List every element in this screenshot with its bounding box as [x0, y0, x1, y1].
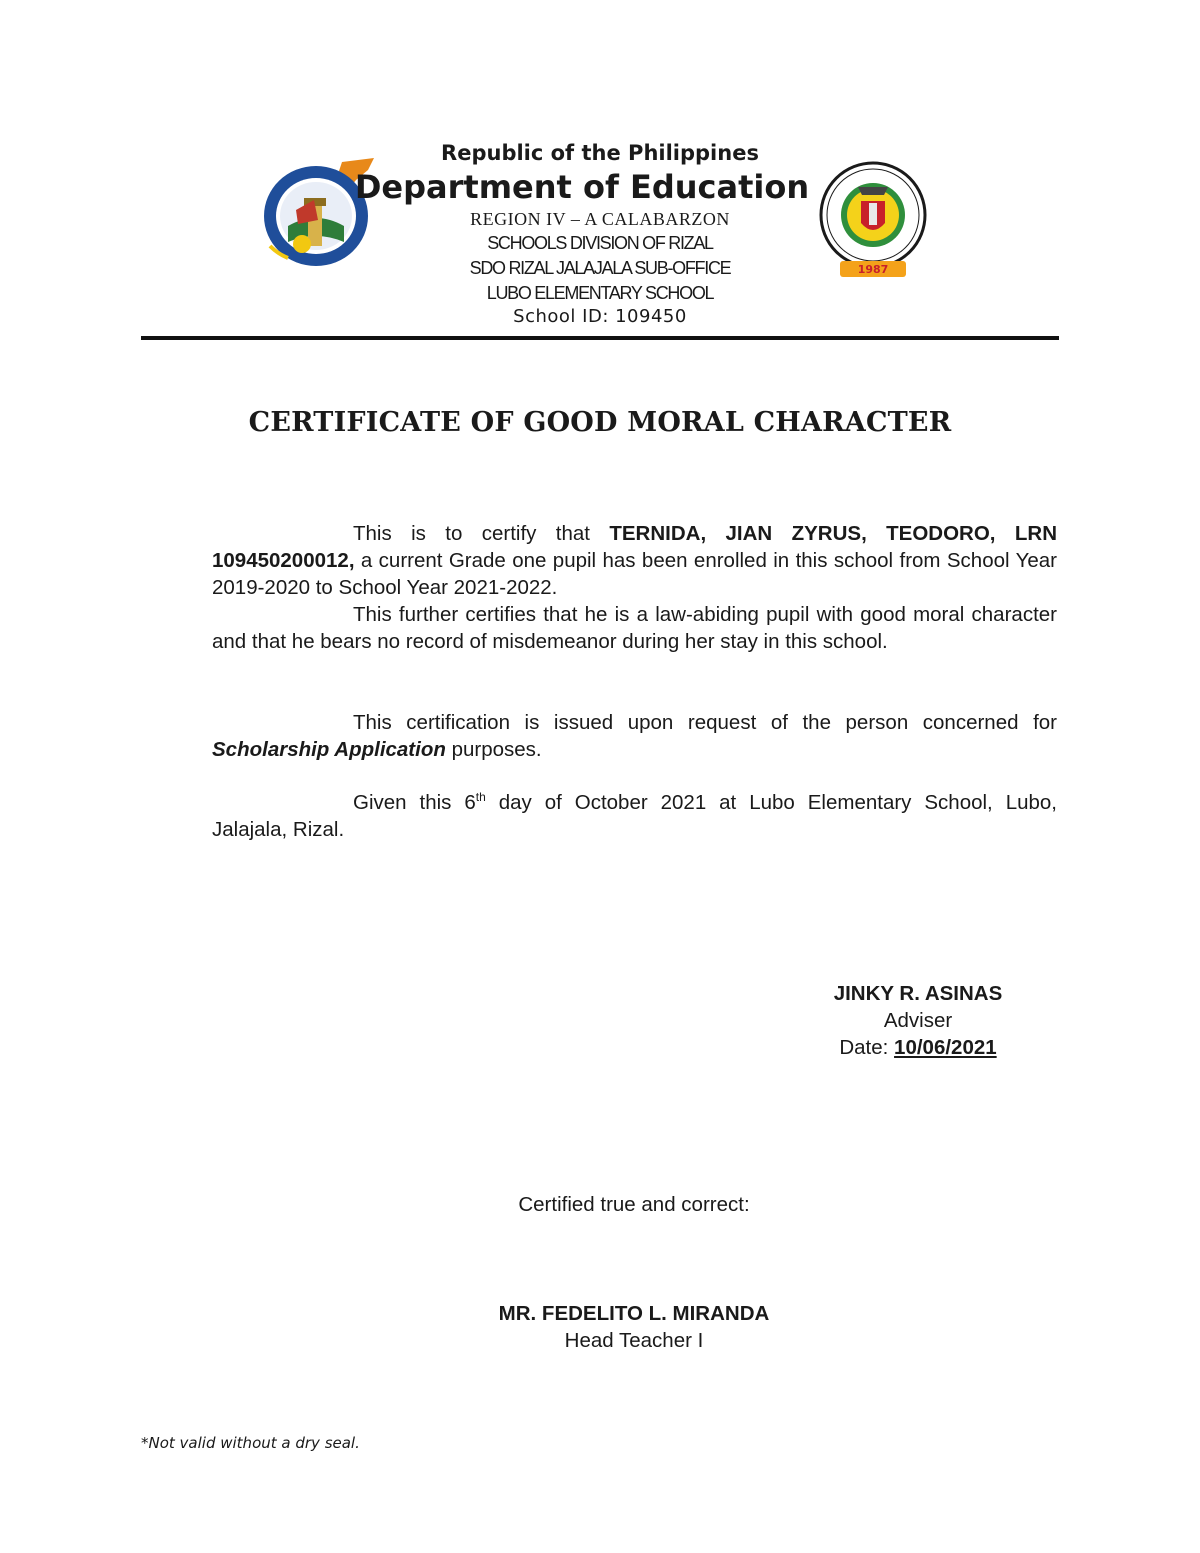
- school-name-line: LUBO ELEMENTARY SCHOOL: [486, 283, 714, 303]
- department-heading-frame: [340, 168, 824, 212]
- adviser-date: [758, 1034, 1078, 1061]
- further-certifies-text: This further certifies that he is a law-abiding pupil with good moral character and that he bears no record of misdemeanor during her stay in this school.: [212, 603, 1057, 653]
- sub-office-line: SDO RIZAL JALAJALA SUB-OFFICE: [469, 258, 731, 278]
- school-id-line: School ID: 109450: [513, 306, 687, 327]
- republic-heading: Republic of the Philippines: [441, 141, 759, 165]
- given-rest: day of October 2021 at Lubo Elementary School, Lubo, Jalajala, Rizal.: [212, 791, 1057, 841]
- head-teacher-signature-block: [434, 1300, 834, 1354]
- given-paragraph: [212, 789, 1057, 843]
- certified-label: Certified true and correct:: [518, 1193, 750, 1216]
- adviser-name: JINKY R. ASINAS: [833, 982, 1003, 1005]
- certify-paragraph: [212, 520, 1057, 601]
- svg-text:1987: 1987: [857, 263, 889, 276]
- division-line: SCHOOLS DIVISION OF RIZAL: [487, 233, 713, 253]
- date-value: 10/06/2021: [894, 1036, 997, 1059]
- certify-rest: a current Grade one pupil has been enrolled in this school from School Year 2019-2020 to School Year 2021-2022.: [212, 549, 1057, 599]
- given-lead: Given this 6: [353, 791, 476, 814]
- department-heading: Department of Education: [354, 168, 810, 206]
- certificate-title: CERTIFICATE OF GOOD MORAL CHARACTER: [248, 407, 952, 438]
- head-teacher-position: Head Teacher I: [564, 1329, 704, 1352]
- dry-seal-note: *Not valid without a dry seal.: [141, 1434, 360, 1452]
- day-suffix: th: [475, 790, 486, 805]
- purpose-name: Scholarship Application: [212, 738, 446, 761]
- purpose-paragraph: [212, 709, 1057, 763]
- certify-lead: This is to certify that: [353, 522, 610, 545]
- header-divider: [141, 336, 1059, 340]
- adviser-signature-block: [758, 980, 1078, 1061]
- adviser-position: Adviser: [883, 1009, 953, 1032]
- head-teacher-name: MR. FEDELITO L. MIRANDA: [498, 1302, 770, 1325]
- purpose-lead: This certification is issued upon request of the person concerned for: [353, 711, 1057, 734]
- pupil-name-lrn: TERNIDA, JIAN ZYRUS, TEODORO, LRN 109450200012,: [212, 522, 1057, 572]
- date-label: Date:: [839, 1036, 895, 1059]
- purpose-rest: purposes.: [445, 738, 542, 761]
- region-line: REGION IV – A CALABARZON: [470, 209, 730, 229]
- further-certifies-paragraph: [212, 601, 1057, 655]
